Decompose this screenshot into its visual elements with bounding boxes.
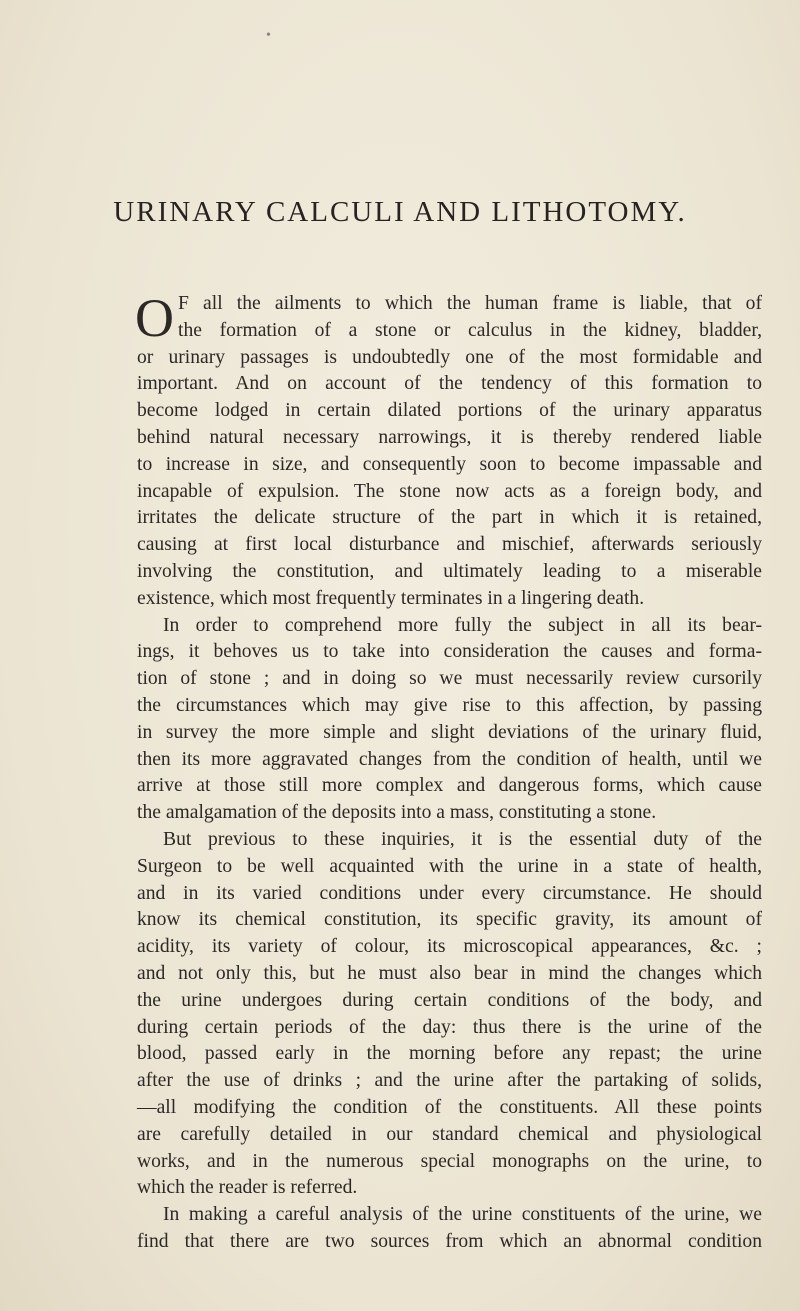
text-line: important. And on account of the tendency of this formation to [137, 373, 762, 395]
text-line: F all the ailments to which the human frame is liable, that of [178, 293, 762, 314]
text-line: But previous to these inquiries, it is the essential duty of the [163, 828, 762, 850]
body-text [135, 288, 762, 1256]
text-line: to increase in size, and consequently soon to become impassable and [137, 453, 762, 475]
text-line: or urinary passages is undoubtedly one of the most formidable and [137, 346, 762, 368]
text-line: involving the constitution, and ultimately leading to a miserable [137, 560, 762, 582]
text-line: in survey the more simple and slight deviations of the urinary fluid, [137, 721, 762, 743]
text-line: existence, which most frequently terminates in a lingering death. [137, 587, 645, 609]
text-line: arrive at those still more complex and dangerous forms, which cause [137, 775, 762, 797]
text-line: are carefully detailed in our standard chemical and physiological [137, 1123, 762, 1145]
text-line: acidity, its variety of colour, its microscopical appearances, &c. ; [137, 936, 762, 958]
text-line: the circumstances which may give rise to this affection, by passing [137, 694, 762, 716]
text-line: tion of stone ; and in doing so we must necessarily review cursorily [137, 668, 762, 690]
text-line: causing at first local disturbance and mischief, afterwards seriously [137, 534, 762, 556]
text-line: become lodged in certain dilated portions of the urinary apparatus [137, 400, 762, 422]
chapter-title: URINARY CALCULI AND LITHOTOMY. [113, 196, 687, 228]
drop-cap: O [135, 288, 174, 348]
print-speck: • [266, 28, 271, 43]
text-line: which the reader is referred. [137, 1177, 358, 1199]
text-line: then its more aggravated changes from the condition of health, until we [137, 748, 762, 770]
text-line: irritates the delicate structure of the part in which it is retained, [137, 507, 762, 529]
text-line: blood, passed early in the morning before any repast; the urine [137, 1043, 762, 1065]
text-line: the amalgamation of the deposits into a mass, constituting a stone. [137, 802, 657, 824]
text-line: In making a careful analysis of the urine constituents of the urine, we [163, 1204, 762, 1226]
text-line: incapable of expulsion. The stone now acts as a foreign body, and [137, 480, 762, 502]
text-line: —all modifying the condition of the constituents. All these points [137, 1096, 762, 1118]
text-line: works, and in the numerous special monographs on the urine, to [137, 1150, 762, 1172]
text-line: In order to comprehend more fully the subject in all its bear- [163, 614, 762, 636]
text-line: and not only this, but he must also bear in mind the changes which [137, 962, 762, 984]
text-line: Surgeon to be well acquainted with the urine in a state of health, [137, 855, 762, 877]
text-line: know its chemical constitution, its specific gravity, its amount of [137, 909, 762, 931]
text-line: find that there are two sources from which an abnormal condition [137, 1230, 762, 1252]
text-line: ings, it behoves us to take into consideration the causes and forma- [137, 641, 762, 663]
text-line: the formation of a stone or calculus in the kidney, bladder, [178, 319, 762, 341]
text-line: and in its varied conditions under every circumstance. He should [137, 882, 762, 904]
text-line: the urine undergoes during certain conditions of the body, and [137, 989, 762, 1011]
text-line: behind natural necessary narrowings, it is thereby rendered liable [137, 426, 762, 448]
text-line: during certain periods of the day: thus there is the urine of the [137, 1016, 762, 1038]
text-line: after the use of drinks ; and the urine after the partaking of solids, [137, 1070, 762, 1092]
